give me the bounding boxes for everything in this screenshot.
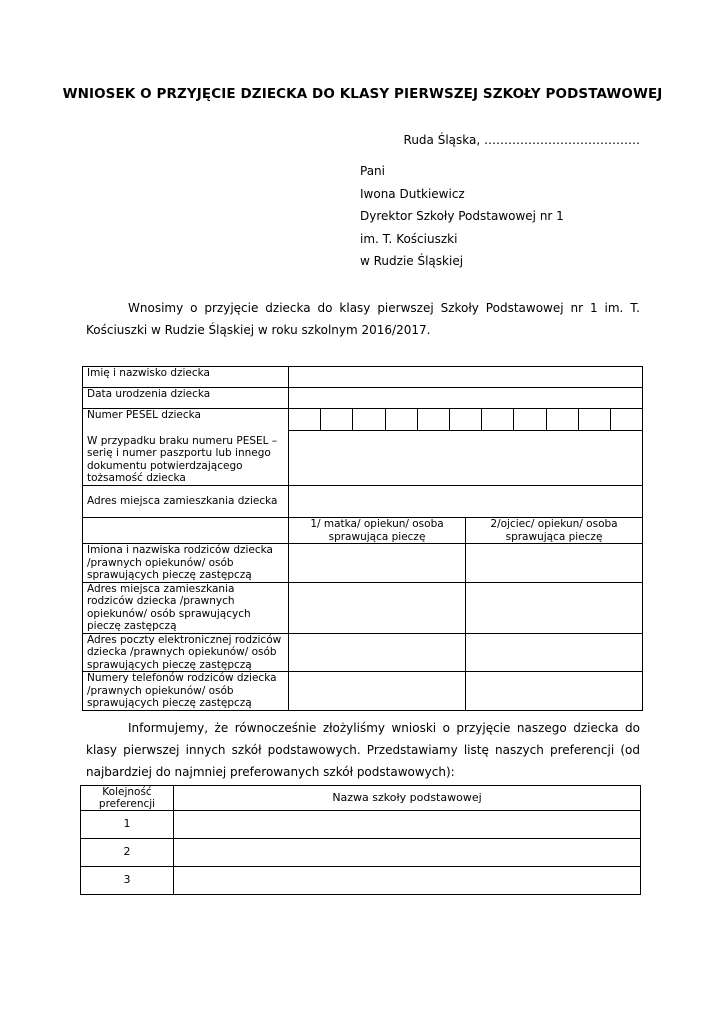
column-mother-header: 1/ matka/ opiekun/ osoba sprawująca pieczę <box>289 518 466 544</box>
child-birth-label: Data urodzenia dziecka <box>83 388 289 409</box>
addressee-line: Iwona Dutkiewicz <box>360 186 465 201</box>
place-date-line: Ruda Śląska, ………………………………… <box>403 133 640 147</box>
pesel-digit-box[interactable] <box>514 409 546 430</box>
order-column-header: Kolejność preferencji <box>81 786 174 811</box>
pesel-digit-box[interactable] <box>353 409 385 430</box>
mother-phone-field[interactable] <box>289 672 466 711</box>
passport-field[interactable] <box>289 431 643 486</box>
pesel-digit-box[interactable] <box>386 409 418 430</box>
mother-name-field[interactable] <box>289 544 466 583</box>
father-name-field[interactable] <box>466 544 643 583</box>
preference-number: 1 <box>81 811 174 839</box>
school-name-field[interactable] <box>174 811 641 839</box>
pesel-digit-box[interactable] <box>450 409 482 430</box>
mother-address-field[interactable] <box>289 582 466 633</box>
pesel-digit-box[interactable] <box>579 409 611 430</box>
preference-number: 3 <box>81 867 174 895</box>
preference-number: 2 <box>81 839 174 867</box>
pesel-digit-box[interactable] <box>321 409 353 430</box>
preferences-table <box>80 785 641 895</box>
passport-label: W przypadku braku numeru PESEL – serię i numer paszportu lub innego dokumentu potwierdzającego tożsamość dziecka <box>83 431 289 486</box>
empty-header-cell <box>83 518 289 544</box>
child-data-table <box>82 366 643 711</box>
addressee-line: w Rudzie Śląskiej <box>360 254 464 268</box>
parents-phone-label: Numery telefonów rodziców dziecka /prawnych opiekunów/ osób sprawujących pieczę zastępczą <box>83 672 289 711</box>
addressee-line: Dyrektor Szkoły Podstawowej nr 1 <box>360 209 564 223</box>
child-address-field[interactable] <box>289 486 643 518</box>
pesel-digit-box[interactable] <box>547 409 579 430</box>
mother-email-field[interactable] <box>289 633 466 672</box>
parents-name-label: Imiona i nazwiska rodziców dziecka /prawnych opiekunów/ osób sprawujących pieczę zastępczą <box>83 544 289 583</box>
pesel-digit-box[interactable] <box>289 409 321 430</box>
school-name-field[interactable] <box>174 839 641 867</box>
pesel-boxes[interactable] <box>289 409 643 431</box>
father-address-field[interactable] <box>466 582 643 633</box>
addressee-line: im. T. Kościuszki <box>360 231 458 246</box>
pesel-digit-box[interactable] <box>482 409 514 430</box>
father-email-field[interactable] <box>466 633 643 672</box>
child-birth-field[interactable] <box>289 388 643 409</box>
pesel-digit-box[interactable] <box>611 409 642 430</box>
intro-paragraph: Wnosimy o przyjęcie dziecka do klasy pierwszej Szkoły Podstawowej nr 1 im. T. Kościuszki w Rudzie Śląskiej w roku szkolnym 2016/2017. <box>86 301 640 337</box>
child-name-label: Imię i nazwisko dziecka <box>83 367 289 388</box>
school-name-field[interactable] <box>174 867 641 895</box>
parents-email-label: Adres poczty elektronicznej rodziców dziecka /prawnych opiekunów/ osób sprawujących pieczę zastępczą <box>83 633 289 672</box>
pesel-label: Numer PESEL dziecka <box>83 409 289 431</box>
addressee-block <box>360 160 564 273</box>
father-phone-field[interactable] <box>466 672 643 711</box>
addressee-line: Pani <box>360 164 385 178</box>
school-column-header: Nazwa szkoły podstawowej <box>174 786 641 811</box>
child-address-label: Adres miejsca zamieszkania dziecka <box>83 486 289 518</box>
column-father-header: 2/ojciec/ opiekun/ osoba sprawująca pieczę <box>466 518 643 544</box>
info-paragraph: Informujemy, że równocześnie złożyliśmy wnioski o przyjęcie naszego dziecka do klasy pierwszej innych szkół podstawowych. Przedstawiamy listę naszych preferencji (od najbardziej do najmniej preferowanych szkół podstawowych): <box>86 721 640 779</box>
child-name-field[interactable] <box>289 367 643 388</box>
document-title: WNIOSEK O PRZYJĘCIE DZIECKA DO KLASY PIERWSZEJ SZKOŁY PODSTAWOWEJ <box>62 86 663 102</box>
parents-address-label: Adres miejsca zamieszkania rodziców dziecka /prawnych opiekunów/ osób sprawujących pieczę zastępczą <box>83 582 289 633</box>
pesel-digit-box[interactable] <box>418 409 450 430</box>
